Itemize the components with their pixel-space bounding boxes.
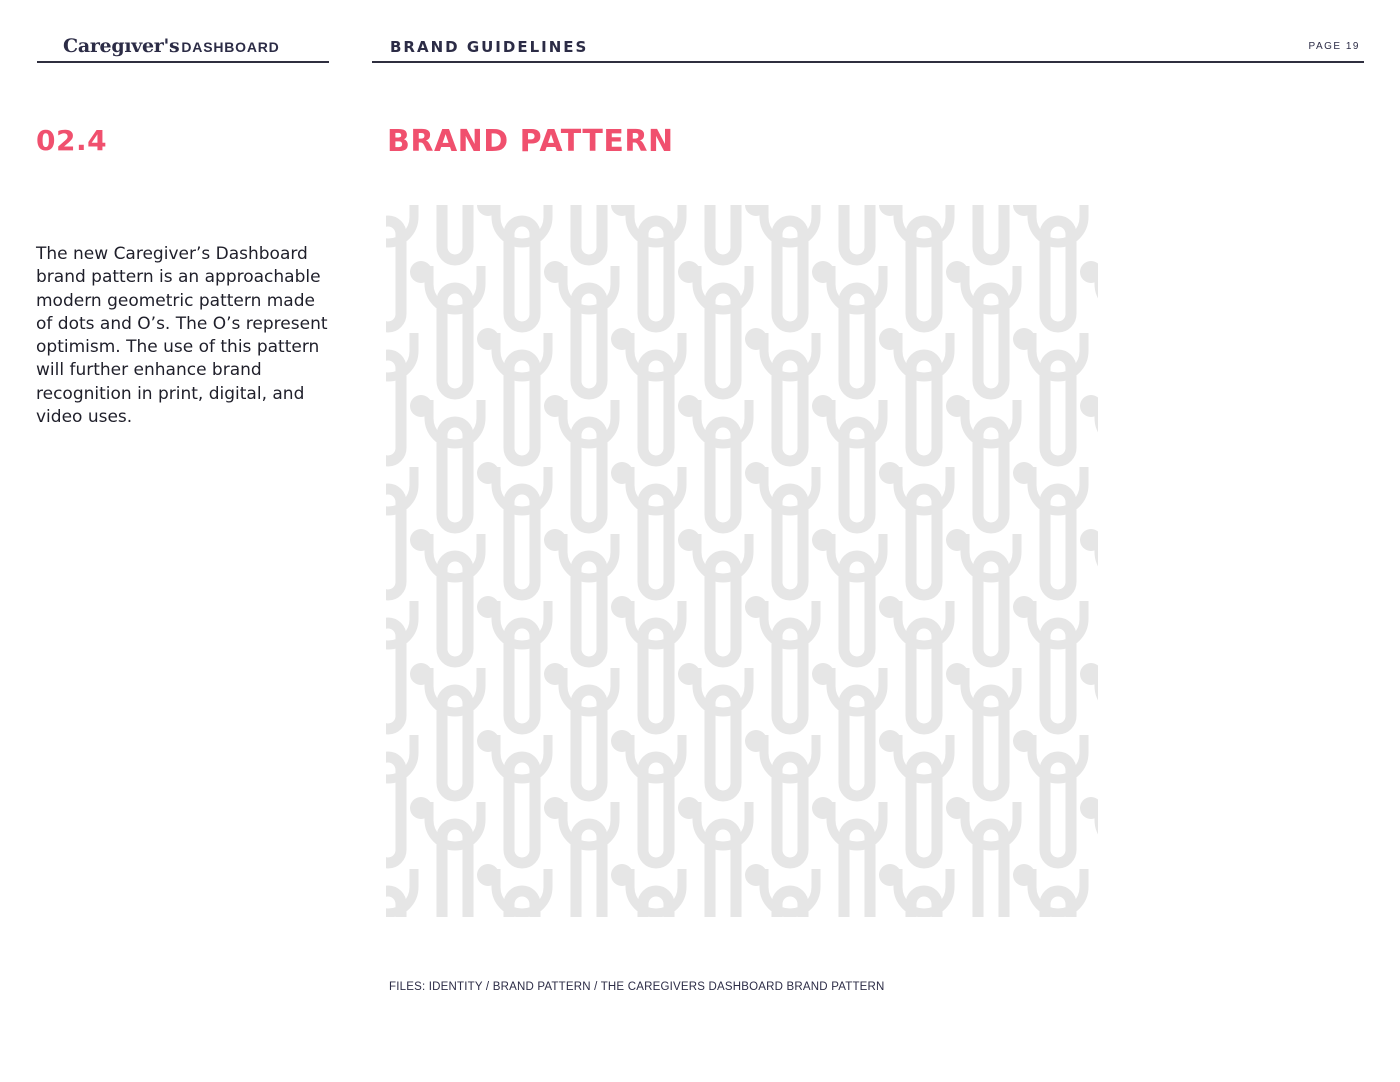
section-title: BRAND PATTERN	[387, 124, 674, 159]
page-number: PAGE 19	[1308, 41, 1360, 52]
pattern-fill	[386, 205, 1098, 917]
document-title: BRAND GUIDELINES	[390, 38, 589, 56]
brand-pattern-image	[386, 205, 1098, 917]
logo-wordmark: Caregıver's	[63, 35, 180, 57]
section-description: The new Caregiver’s Dashboard brand pattern is an approachable modern geometric pattern made of dots and O’s. The O’s represent optimism. The use of this pattern will further enhance brand recognition in print, digital, and video uses.	[36, 244, 328, 428]
header-brand-block	[37, 30, 329, 63]
logo-subtitle: DASHBOARD	[181, 39, 280, 55]
header-title-block	[372, 30, 1364, 63]
brand-pattern-svg	[386, 205, 1098, 917]
section-number: 02.4	[36, 124, 108, 157]
caregivers-dashboard-logo	[63, 35, 280, 57]
files-path-note: FILES: IDENTITY / BRAND PATTERN / THE CAREGIVERS DASHBOARD BRAND PATTERN	[389, 981, 885, 993]
